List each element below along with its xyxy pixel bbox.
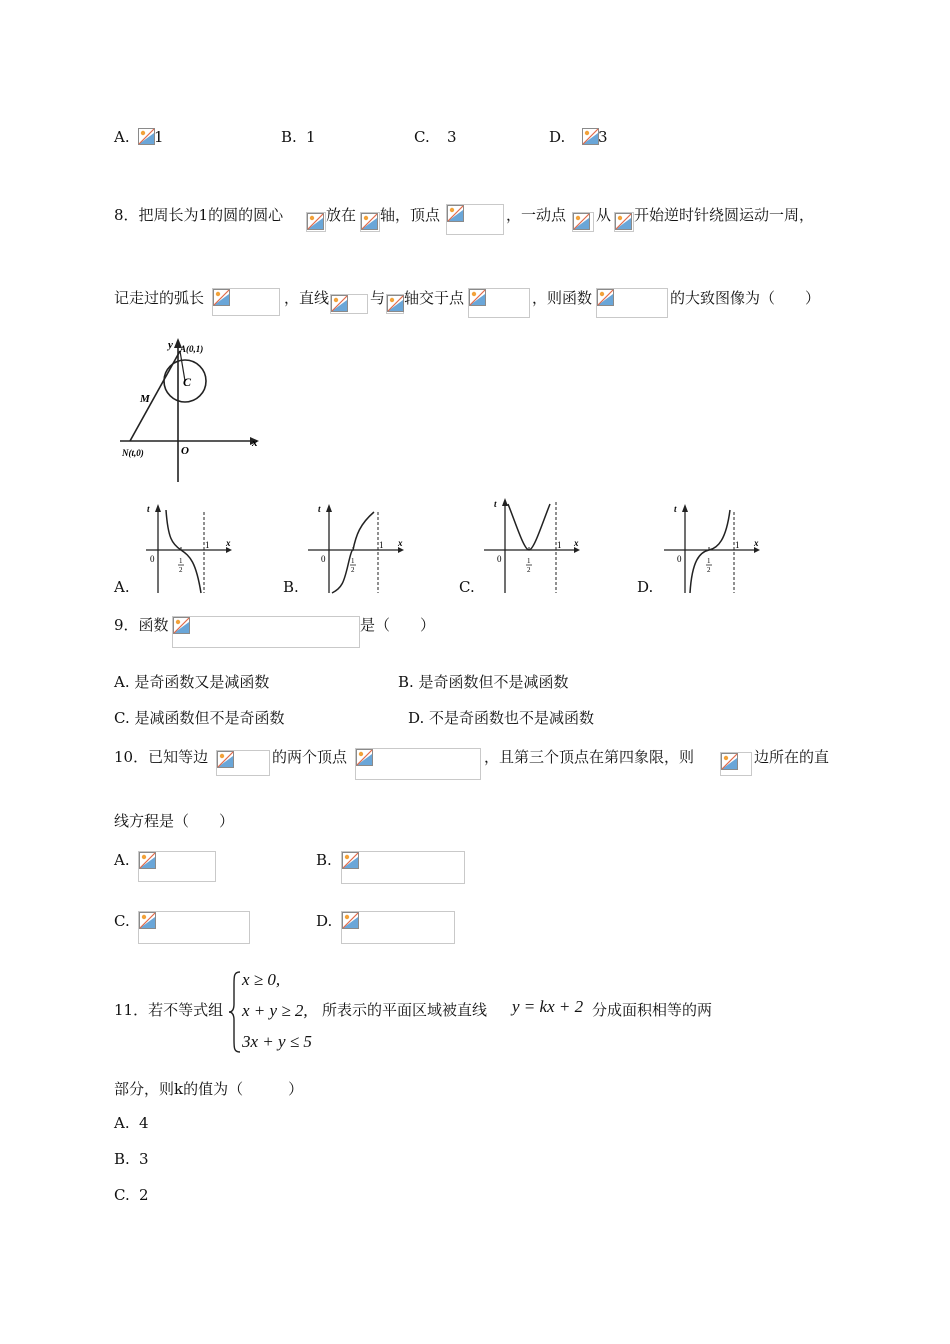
broken-image-icon xyxy=(361,213,378,230)
broken-image-icon xyxy=(307,213,324,230)
q8-text: 8．把周长为1的圆的圆心 xyxy=(114,206,284,224)
q9-option-c: C. 是减函数但不是奇函数 xyxy=(114,709,285,727)
q7-option-c-value: 3 xyxy=(447,128,457,146)
q10-option-d-label: D. xyxy=(316,912,333,930)
tick-label: 1 xyxy=(379,540,384,550)
q11-option-b-value: 3 xyxy=(139,1150,149,1168)
figure-label: A(0,1) xyxy=(180,344,204,354)
axis-label: t xyxy=(674,504,677,514)
figure-label: C xyxy=(183,375,192,389)
q11-inequality-2: x + y ≥ 2, xyxy=(242,1001,308,1020)
q11-inequality-1: x ≥ 0, xyxy=(242,970,281,989)
q8-text: 记走过的弧长 xyxy=(114,289,205,307)
q10-text: 边所在的直 xyxy=(754,748,830,766)
q8-option-b-label: B. xyxy=(283,578,299,596)
formula-image xyxy=(216,750,270,776)
tick-label: 1 xyxy=(351,557,355,565)
tick-label: 1 xyxy=(707,557,711,565)
q8-text: ，则函数 xyxy=(532,289,593,307)
broken-image-icon xyxy=(342,912,359,929)
q8-graph-a xyxy=(138,500,238,595)
broken-image-icon xyxy=(139,852,156,869)
tick-label: 1 xyxy=(557,540,562,550)
q9-option-b: B. 是奇函数但不是减函数 xyxy=(398,673,569,691)
q11-line-equation: y = kx + 2 xyxy=(512,997,584,1016)
formula-image xyxy=(614,212,634,232)
broken-image-icon xyxy=(356,749,373,766)
q11-option-b-label: B. xyxy=(114,1150,130,1168)
q11-option-a-value: 4 xyxy=(139,1114,149,1132)
q8-circle-figure xyxy=(110,336,270,486)
broken-image-icon xyxy=(387,295,404,312)
tick-label: 2 xyxy=(707,566,711,574)
q8-text: ，直线 xyxy=(284,289,330,307)
formula-image xyxy=(138,911,250,944)
figure-label: N(t,0) xyxy=(122,448,144,458)
figure-label: M xyxy=(140,393,150,405)
tick-label: 2 xyxy=(351,566,355,574)
axis-label: t xyxy=(147,504,150,514)
q8-graph-d xyxy=(660,500,766,595)
axis-label: t xyxy=(318,504,321,514)
q10-stem-line2: 线方程是（ ） xyxy=(114,812,235,830)
q8-graph-c xyxy=(480,494,586,595)
q8-text: 开始逆时针绕圆运动一周， xyxy=(634,206,815,224)
figure-label: y xyxy=(168,339,173,351)
tick-label: 0 xyxy=(677,554,682,564)
formula-image xyxy=(306,212,326,232)
q7-option-b-label: B. xyxy=(281,128,297,146)
figure-label: O xyxy=(181,445,189,457)
q8-option-d-label: D. xyxy=(637,578,654,596)
q8-graph-b xyxy=(304,500,410,595)
q10-text: ，且第三个顶点在第四象限，则 xyxy=(484,748,695,766)
axis-label: x xyxy=(754,538,759,548)
tick-label: 2 xyxy=(527,566,531,574)
q8-text: 放在 xyxy=(326,206,357,224)
tick-label: 2 xyxy=(179,566,183,574)
q8-text: 从 xyxy=(596,206,612,224)
q10-option-b-label: B. xyxy=(316,851,332,869)
q7-option-a-value: 1 xyxy=(154,128,164,146)
broken-image-icon xyxy=(139,912,156,929)
q11-stem-prefix: 11．若不等式组 xyxy=(114,1001,224,1019)
formula-image xyxy=(596,288,668,318)
q11-stem-line2: 部分，则k的值为（ ） xyxy=(114,1080,304,1098)
broken-image-icon xyxy=(447,205,464,222)
formula-image xyxy=(172,616,360,648)
q7-option-b-value: 1 xyxy=(306,128,316,146)
formula-image xyxy=(446,204,504,235)
broken-image-icon xyxy=(597,289,614,306)
q8-text: 与 xyxy=(370,289,386,307)
broken-image-icon xyxy=(217,751,234,768)
q9-option-a: A. 是奇函数又是减函数 xyxy=(114,673,270,691)
q7-option-c-label: C. xyxy=(414,128,430,146)
formula-image xyxy=(572,212,594,232)
formula-image xyxy=(468,288,530,318)
q11-stem-middle: 所表示的平面区域被直线 xyxy=(322,1001,488,1019)
broken-image-icon xyxy=(342,852,359,869)
q10-option-a-label: A. xyxy=(114,851,130,869)
q8-text: 的大致图像为（ ） xyxy=(670,289,821,307)
broken-image-icon xyxy=(469,289,486,306)
tick-label: 1 xyxy=(735,540,740,550)
formula-image xyxy=(341,851,465,884)
q11-inequality-3: 3x + y ≤ 5 xyxy=(242,1032,312,1051)
broken-image-icon xyxy=(138,128,155,145)
tick-label: 1 xyxy=(205,540,210,550)
formula-image xyxy=(720,752,752,776)
formula-image xyxy=(386,294,404,314)
formula-image xyxy=(138,851,216,882)
q11-option-c-label: C. xyxy=(114,1186,130,1204)
tick-label: 0 xyxy=(321,554,326,564)
tick-label: 0 xyxy=(497,554,502,564)
q11-option-c-value: 2 xyxy=(139,1186,149,1204)
q7-option-a-label: A. xyxy=(114,128,130,146)
axis-label: t xyxy=(494,499,497,509)
tick-label: 1 xyxy=(527,557,531,565)
q7-option-d-label: D. xyxy=(549,128,566,146)
formula-image xyxy=(330,294,368,314)
formula-image xyxy=(341,911,455,944)
axis-label: x xyxy=(226,538,231,548)
formula-image xyxy=(355,748,481,780)
axis-label: x xyxy=(574,538,579,548)
broken-image-icon xyxy=(721,753,738,770)
broken-image-icon xyxy=(331,295,348,312)
q9-stem-prefix: 9．函数 xyxy=(114,616,169,634)
broken-image-icon xyxy=(213,289,230,306)
q8-text: 轴交于点 xyxy=(404,289,465,307)
formula-image xyxy=(360,212,380,232)
q8-text: 轴，顶点 xyxy=(380,206,441,224)
q9-stem-suffix: 是（ ） xyxy=(360,616,436,634)
q8-option-c-label: C. xyxy=(459,578,475,596)
q7-option-d-value: 3 xyxy=(598,128,608,146)
q8-text: ，一动点 xyxy=(506,206,567,224)
broken-image-icon xyxy=(615,213,632,230)
figure-label: x xyxy=(252,437,258,449)
tick-label: 1 xyxy=(179,557,183,565)
axis-label: x xyxy=(398,538,403,548)
formula-image xyxy=(212,288,280,316)
q10-text: 的两个顶点 xyxy=(272,748,348,766)
q9-option-d: D. 不是奇函数也不是减函数 xyxy=(408,709,595,727)
q11-option-a-label: A. xyxy=(114,1114,130,1132)
q10-text: 10．已知等边 xyxy=(114,748,209,766)
broken-image-icon xyxy=(173,617,190,634)
broken-image-icon xyxy=(573,213,590,230)
q10-option-c-label: C. xyxy=(114,912,130,930)
q8-option-a-label: A. xyxy=(114,578,130,596)
tick-label: 0 xyxy=(150,554,155,564)
broken-image-icon xyxy=(582,128,599,145)
q11-stem-suffix: 分成面积相等的两 xyxy=(592,1001,713,1019)
left-brace-icon xyxy=(228,970,242,1054)
